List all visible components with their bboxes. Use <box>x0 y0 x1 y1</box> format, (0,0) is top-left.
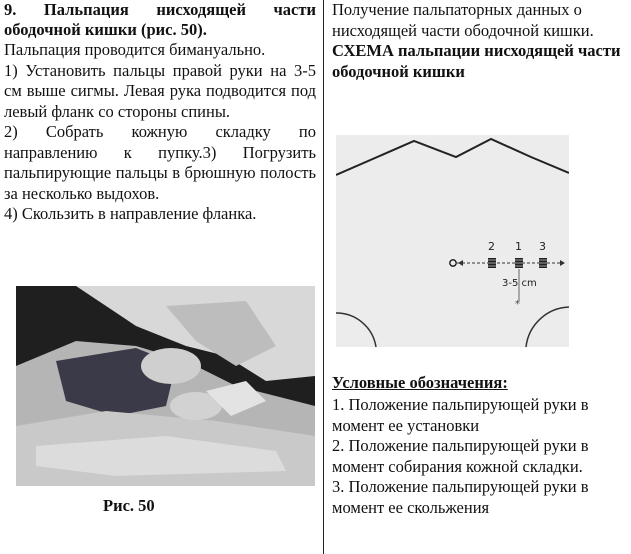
step-2-3-text: 2) Собрать кожную складку по направлению к пупку.3) Погрузить пальпирующие пальцы в брюшную полость за несколько выдохов. <box>4 122 316 203</box>
hand-position-1 <box>515 258 523 268</box>
sigmoid-marker: * <box>515 299 520 310</box>
purpose-text: Получение пальпаторных данных о нисходящей части ободочной кишки. <box>332 0 594 40</box>
position-label-1: 1 <box>515 240 522 253</box>
figure-50-photo <box>16 286 315 486</box>
step-4-text: 4) Скользить в направление фланка. <box>4 204 257 223</box>
distance-label: 3-5 cm <box>502 278 537 289</box>
legend-item-3: 3. Положение пальпирующей руки в момент ее скольжения <box>332 477 589 517</box>
legend-item-2: 2. Положение пальпирующей руки в момент собирания кожной складки. <box>332 436 589 476</box>
figure-caption: Рис. 50 <box>103 496 155 515</box>
hand-position-3 <box>539 258 547 268</box>
section-heading: 9. Пальпация нисходящей части ободочной кишки (рис. 50). <box>4 0 316 39</box>
intro-text: Пальпация проводится бимануально. <box>4 40 266 59</box>
column-divider <box>323 0 324 554</box>
position-label-3: 3 <box>539 240 546 253</box>
palpation-photo-illustration <box>16 286 315 486</box>
scheme-title: СХЕМА пальпации нисходящей части ободочной кишки <box>332 41 621 81</box>
legend-item-1: 1. Положение пальпирующей руки в момент ее установки <box>332 395 589 435</box>
hand-position-2 <box>488 258 496 268</box>
legend-list <box>332 395 624 518</box>
step-1-text: 1) Установить пальцы правой руки на 3-5 см выше сигмы. Левая рука подводится под левый фланк со стороны спины. <box>4 60 316 121</box>
palpation-scheme-diagram <box>336 135 569 347</box>
position-label-2: 2 <box>488 240 495 253</box>
right-column <box>332 0 624 82</box>
legend-title: Условные обозначения: <box>332 373 508 392</box>
left-column <box>4 0 316 225</box>
scheme-svg <box>336 135 569 347</box>
